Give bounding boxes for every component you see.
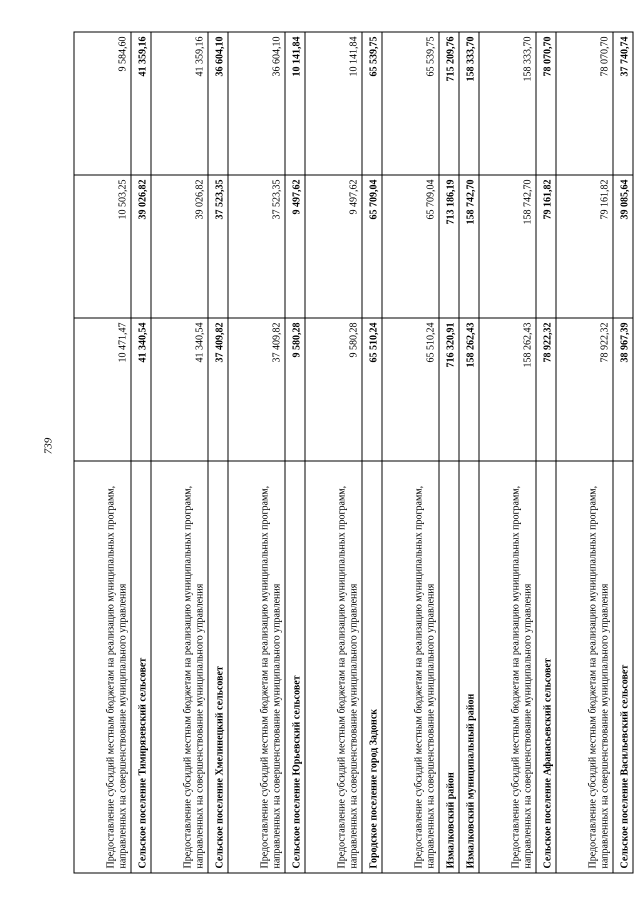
row-value-c1: 10 471,47 — [74, 318, 131, 461]
table-row — [479, 32, 536, 873]
row-label: Предоставление субсидий местным бюджетам на реализацию муниципальных программ, направленных на совершенствование муниципального управления — [556, 461, 613, 873]
table-row — [439, 32, 459, 873]
row-label: Городское поселение город Задонск — [362, 461, 382, 873]
row-label: Предоставление субсидий местным бюджетам на реализацию муниципальных программ, направленных на совершенствование муниципального управления — [382, 461, 439, 873]
table-row — [459, 32, 479, 873]
row-value-c2: 158 742,70 — [459, 175, 479, 318]
row-value-c3: 10 141,84 — [285, 32, 305, 175]
row-value-c2: 79 161,82 — [536, 175, 556, 318]
row-value-c1: 158 262,43 — [479, 318, 536, 461]
row-value-c3: 36 604,10 — [228, 32, 285, 175]
row-value-c2: 39 026,82 — [151, 175, 208, 318]
row-value-c1: 65 510,24 — [382, 318, 439, 461]
row-label: Сельское поселение Юрьевский сельсовет — [285, 461, 305, 873]
row-value-c1: 41 340,54 — [151, 318, 208, 461]
row-label: Предоставление субсидий местным бюджетам на реализацию муниципальных программ, направленных на совершенствование муниципального управления — [228, 461, 285, 873]
row-value-c1: 78 922,32 — [536, 318, 556, 461]
row-value-c2: 39 026,82 — [131, 175, 151, 318]
row-value-c3: 715 209,76 — [439, 32, 459, 175]
row-value-c3: 37 740,74 — [613, 32, 633, 175]
table-row — [131, 32, 151, 873]
row-value-c1: 158 262,43 — [459, 318, 479, 461]
table-row — [305, 32, 362, 873]
budget-table — [74, 32, 634, 874]
row-value-c2: 65 709,04 — [362, 175, 382, 318]
row-value-c2: 10 503,25 — [74, 175, 131, 318]
row-value-c3: 158 333,70 — [459, 32, 479, 175]
row-value-c3: 65 539,75 — [362, 32, 382, 175]
row-value-c1: 37 409,82 — [208, 318, 228, 461]
row-label: Сельское поселение Афанасьевский сельсовет — [536, 461, 556, 873]
row-value-c1: 78 922,32 — [556, 318, 613, 461]
row-value-c3: 41 359,16 — [131, 32, 151, 175]
row-value-c3: 65 539,75 — [382, 32, 439, 175]
row-value-c1: 9 580,28 — [305, 318, 362, 461]
row-value-c1: 38 967,39 — [613, 318, 633, 461]
row-value-c2: 158 742,70 — [479, 175, 536, 318]
table-row — [285, 32, 305, 873]
row-value-c2: 37 523,35 — [228, 175, 285, 318]
row-label: Предоставление субсидий местным бюджетам на реализацию муниципальных программ, направленных на совершенствование муниципального управления — [74, 461, 131, 873]
row-value-c1: 37 409,82 — [228, 318, 285, 461]
table-row — [362, 32, 382, 873]
row-value-c2: 9 497,62 — [285, 175, 305, 318]
row-value-c2: 713 186,19 — [439, 175, 459, 318]
row-value-c2: 65 709,04 — [382, 175, 439, 318]
row-value-c1: 9 580,28 — [285, 318, 305, 461]
row-label: Сельское поселение Хмелинецкий сельсовет — [208, 461, 228, 873]
row-label: Сельское поселение Тимирязевский сельсовет — [131, 461, 151, 873]
table-row — [228, 32, 285, 873]
table-row — [556, 32, 613, 873]
row-label: Предоставление субсидий местным бюджетам на реализацию муниципальных программ, направленных на совершенствование муниципального управления — [305, 461, 362, 873]
row-value-c3: 10 141,84 — [305, 32, 362, 175]
table-row — [151, 32, 208, 873]
row-value-c1: 65 510,24 — [362, 318, 382, 461]
row-value-c1: 716 320,91 — [439, 318, 459, 461]
row-label: Сельское поселение Васильевский сельсовет — [613, 461, 633, 873]
row-value-c3: 78 070,70 — [556, 32, 613, 175]
row-label: Измалковский район — [439, 461, 459, 873]
row-value-c3: 41 359,16 — [151, 32, 208, 175]
row-value-c2: 79 161,82 — [556, 175, 613, 318]
row-value-c3: 36 604,10 — [208, 32, 228, 175]
budget-table-rotated — [74, 32, 630, 874]
page-number: 739 — [42, 437, 55, 455]
table-row — [613, 32, 633, 873]
row-label: Предоставление субсидий местным бюджетам на реализацию муниципальных программ, направленных на совершенствование муниципального управления — [479, 461, 536, 873]
table-row — [536, 32, 556, 873]
row-value-c2: 9 497,62 — [305, 175, 362, 318]
row-value-c2: 39 085,64 — [613, 175, 633, 318]
table-row — [74, 32, 131, 873]
row-value-c1: 41 340,54 — [131, 318, 151, 461]
table-row — [382, 32, 439, 873]
row-value-c3: 78 070,70 — [536, 32, 556, 175]
row-value-c3: 158 333,70 — [479, 32, 536, 175]
row-label: Предоставление субсидий местным бюджетам на реализацию муниципальных программ, направленных на совершенствование муниципального управления — [151, 461, 208, 873]
table-row — [208, 32, 228, 873]
row-value-c3: 9 584,60 — [74, 32, 131, 175]
row-value-c2: 37 523,35 — [208, 175, 228, 318]
row-label: Измалковский муниципальный район — [459, 461, 479, 873]
